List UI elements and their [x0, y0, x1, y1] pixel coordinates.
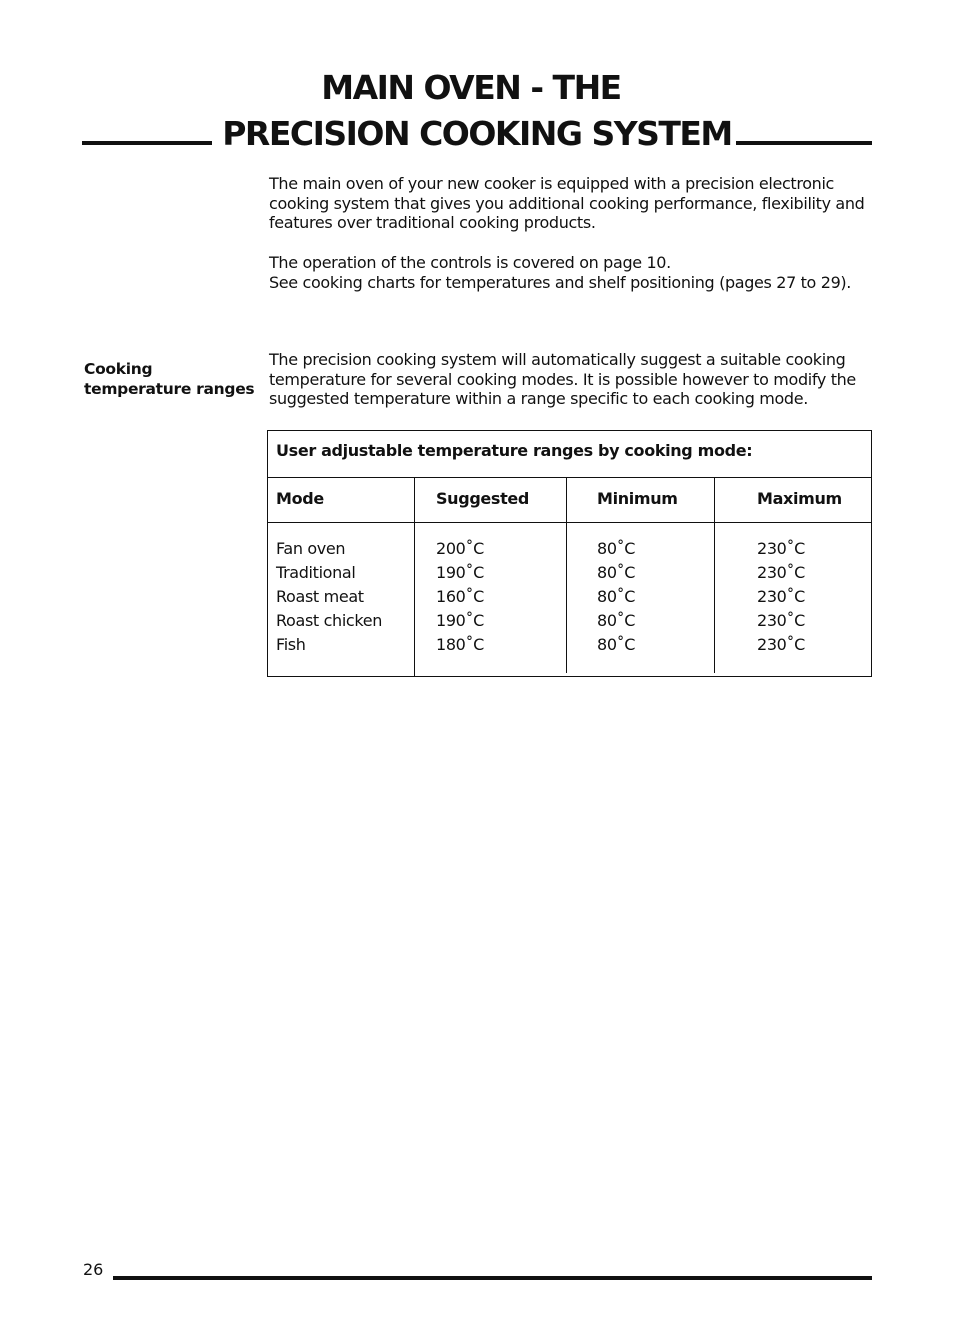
footer-rule [113, 1276, 872, 1280]
intro-paragraph-1: The main oven of your new cooker is equipped with a precision electronic cooking system that gives you additional cooking performance, flexibility and features over traditional cooking products. [269, 174, 865, 233]
section-label: Cooking temperature ranges [84, 360, 255, 398]
title-rule-right [736, 141, 872, 145]
column-header-mode: Mode [276, 489, 324, 508]
table-column-divider-1 [414, 477, 415, 676]
table-cell-minimum: 80˚C [597, 611, 636, 630]
table-cell-mode: Traditional [276, 563, 356, 582]
column-header-suggested: Suggested [436, 489, 529, 508]
column-header-maximum: Maximum [757, 489, 842, 508]
column-suggested [436, 537, 484, 657]
column-minimum [597, 537, 635, 657]
table-cell-suggested: 160˚C [436, 587, 484, 606]
table-column-divider-3 [714, 477, 715, 673]
section-text: The precision cooking system will automatically suggest a suitable cooking temperature for several cooking modes. It is possible however to modify the suggested temperature within a range specific to each cooking mode. [269, 350, 856, 409]
table-cell-maximum: 230˚C [757, 587, 805, 606]
page-title-line-1: MAIN OVEN - THE [321, 68, 621, 107]
table-caption: User adjustable temperature ranges by cooking mode: [276, 441, 753, 460]
table-cell-maximum: 230˚C [757, 635, 805, 654]
page-title-line-2: PRECISION COOKING SYSTEM [222, 114, 732, 153]
table-divider-caption [267, 477, 871, 478]
intro-paragraph-2 [269, 253, 871, 292]
table-cell-suggested: 200˚C [436, 539, 484, 558]
table-cell-minimum: 80˚C [597, 563, 636, 582]
column-mode [276, 537, 382, 657]
column-maximum [757, 537, 805, 657]
table-cell-maximum: 230˚C [757, 611, 805, 630]
title-rule-left [82, 141, 212, 145]
column-header-minimum: Minimum [597, 489, 678, 508]
table-column-divider-2 [566, 477, 567, 673]
table-cell-mode: Fish [276, 635, 306, 654]
table-cell-maximum: 230˚C [757, 563, 805, 582]
table-divider-header [267, 522, 871, 523]
table-cell-minimum: 80˚C [597, 587, 636, 606]
table-cell-mode: Fan oven [276, 539, 346, 558]
intro-controls-line: The operation of the controls is covered on page 10. [269, 253, 671, 272]
page-number: 26 [83, 1260, 104, 1279]
table-cell-minimum: 80˚C [597, 539, 636, 558]
table-cell-suggested: 180˚C [436, 635, 484, 654]
table-cell-maximum: 230˚C [757, 539, 805, 558]
table-cell-mode: Roast meat [276, 587, 364, 606]
table-cell-suggested: 190˚C [436, 611, 484, 630]
table-cell-suggested: 190˚C [436, 563, 484, 582]
table-cell-minimum: 80˚C [597, 635, 636, 654]
table-cell-mode: Roast chicken [276, 611, 382, 630]
intro-charts-line: See cooking charts for temperatures and shelf positioning (pages 27 to 29). [269, 272, 852, 292]
